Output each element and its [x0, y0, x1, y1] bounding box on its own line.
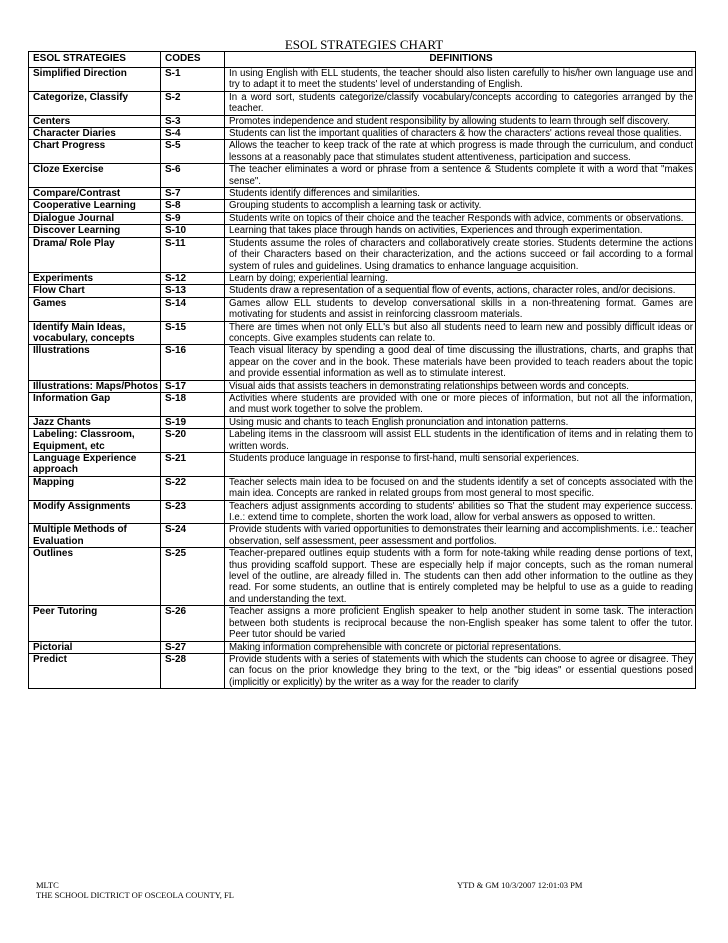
- code-cell: S-9: [161, 212, 225, 224]
- code-cell: S-28: [161, 653, 225, 688]
- definition-cell: Promotes independence and student responsibility by allowing students to learn through self discovery.: [225, 115, 696, 127]
- code-cell: S-22: [161, 476, 225, 500]
- code-cell: S-6: [161, 164, 225, 188]
- table-row: [29, 297, 696, 321]
- strategy-cell: Outlines: [29, 548, 161, 606]
- code-cell: S-2: [161, 91, 225, 115]
- strategy-cell: Centers: [29, 115, 161, 127]
- definition-cell: Visual aids that assists teachers in demonstrating relationships between words and concepts.: [225, 380, 696, 392]
- code-cell: S-19: [161, 416, 225, 428]
- table-row: [29, 476, 696, 500]
- definition-cell: Students identify differences and similarities.: [225, 188, 696, 200]
- table-row: [29, 653, 696, 688]
- header-strategies: ESOL STRATEGIES: [29, 52, 161, 68]
- strategy-cell: Jazz Chants: [29, 416, 161, 428]
- strategy-cell: Mapping: [29, 476, 161, 500]
- definition-cell: Students draw a representation of a sequential flow of events, actions, character roles, and/or decisions.: [225, 285, 696, 297]
- code-cell: S-3: [161, 115, 225, 127]
- table-row: [29, 500, 696, 524]
- strategy-cell: Information Gap: [29, 392, 161, 416]
- definition-cell: The teacher eliminates a word or phrase from a sentence & Students complete it with a word that "makes sense".: [225, 164, 696, 188]
- code-cell: S-27: [161, 641, 225, 653]
- table-row: [29, 188, 696, 200]
- code-cell: S-1: [161, 68, 225, 92]
- table-body: [29, 68, 696, 689]
- code-cell: S-20: [161, 429, 225, 453]
- definition-cell: Using music and chants to teach English pronunciation and intonation patterns.: [225, 416, 696, 428]
- code-cell: S-4: [161, 128, 225, 140]
- strategy-cell: Illustrations: Maps/Photos: [29, 380, 161, 392]
- table-row: [29, 164, 696, 188]
- footer-district: THE SCHOOL DICTRICT OF OSCEOLA COUNTY, FL: [36, 890, 234, 900]
- header-codes: CODES: [161, 52, 225, 68]
- page-title: ESOL STRATEGIES CHART: [284, 37, 444, 52]
- definition-cell: In using English with ELL students, the teacher should also listen carefully to his/her own language use and try to adapt it to meet the students' level of understanding of English.: [225, 68, 696, 92]
- strategy-cell: Multiple Methods of Evaluation: [29, 524, 161, 548]
- definition-cell: Provide students with varied opportunities to demonstrates their learning and accomplishments. i.e.: teacher observation, self assessment, peer assessment and portfolios.: [225, 524, 696, 548]
- definition-cell: Learning that takes place through hands on activities, Experiences and through experimentation.: [225, 225, 696, 237]
- code-cell: S-21: [161, 453, 225, 477]
- strategy-cell: Cloze Exercise: [29, 164, 161, 188]
- definition-cell: Games allow ELL students to develop conversational skills in a non-threatening format. Games are motivating for students and assist in reinforcing classroom materials.: [225, 297, 696, 321]
- code-cell: S-13: [161, 285, 225, 297]
- definition-cell: Students can list the important qualities of characters & how the characters' actions reveal those qualities.: [225, 128, 696, 140]
- definition-cell: Students write on topics of their choice and the teacher Responds with advice, comments or observations.: [225, 212, 696, 224]
- code-cell: S-12: [161, 272, 225, 284]
- table-row: [29, 128, 696, 140]
- table-row: [29, 140, 696, 164]
- table-row: [29, 524, 696, 548]
- code-cell: S-18: [161, 392, 225, 416]
- table-row: [29, 345, 696, 380]
- strategy-cell: Predict: [29, 653, 161, 688]
- strategy-cell: Language Experience approach: [29, 453, 161, 477]
- code-cell: S-7: [161, 188, 225, 200]
- code-cell: S-5: [161, 140, 225, 164]
- table-row: [29, 548, 696, 606]
- definition-cell: Grouping students to accomplish a learning task or activity.: [225, 200, 696, 212]
- table-row: [29, 429, 696, 453]
- footer-stamp: YTD & GM 10/3/2007 12:01:03 PM: [457, 880, 583, 890]
- definition-cell: Teach visual literacy by spending a good deal of time discussing the illustrations, charts, and graphs that appear on the cover and in the book. These materials have been provided to teach readers about the topic and provide essential information as well as to stimulate interest.: [225, 345, 696, 380]
- strategy-cell: Identify Main Ideas, vocabulary, concepts: [29, 321, 161, 345]
- table-row: [29, 285, 696, 297]
- strategy-cell: Experiments: [29, 272, 161, 284]
- code-cell: S-23: [161, 500, 225, 524]
- strategy-cell: Character Diaries: [29, 128, 161, 140]
- table-row: [29, 272, 696, 284]
- strategy-cell: Peer Tutoring: [29, 606, 161, 641]
- footer-left: [36, 880, 234, 900]
- strategy-cell: Categorize, Classify: [29, 91, 161, 115]
- table-row: [29, 416, 696, 428]
- table-row: [29, 641, 696, 653]
- definition-cell: Making information comprehensible with concrete or pictorial representations.: [225, 641, 696, 653]
- table-row: [29, 115, 696, 127]
- definition-cell: Students assume the roles of characters and collaboratively create stories. Students determine the actions of their Characters based on their characterization, and the actions succeed or fail according to a formal system of rules and guidelines. Using dramatics to enhance language acquisition.: [225, 237, 696, 272]
- definition-cell: In a word sort, students categorize/classify vocabulary/concepts according to categories arranged by the teacher.: [225, 91, 696, 115]
- table-row: [29, 212, 696, 224]
- strategy-cell: Simplified Direction: [29, 68, 161, 92]
- table-row: [29, 453, 696, 477]
- strategy-cell: Games: [29, 297, 161, 321]
- definition-cell: Labeling items in the classroom will assist ELL students in the identification of items and in relating them to written words.: [225, 429, 696, 453]
- strategy-cell: Discover Learning: [29, 225, 161, 237]
- strategy-cell: Modify Assignments: [29, 500, 161, 524]
- code-cell: S-14: [161, 297, 225, 321]
- definition-cell: Allows the teacher to keep track of the rate at which progress is made through the curriculum, and conduct lessons at a reasonably pace that stimulates student attentiveness, participation and success.: [225, 140, 696, 164]
- definition-cell: Teacher-prepared outlines equip students with a form for note-taking while reading dense portions of text, thus providing scaffold support. These are especially help if major concepts, such as the roman numeral level of the outline, are already filled in. The students can then add other information to the outline as they read. For some students, an outline that is entirely completed may be helpful to use as a guide to reading and understanding the text.: [225, 548, 696, 606]
- table-row: [29, 200, 696, 212]
- strategy-cell: Dialogue Journal: [29, 212, 161, 224]
- strategy-cell: Pictorial: [29, 641, 161, 653]
- definition-cell: Teacher selects main idea to be focused on and the students identify a set of concepts associated with the main idea. Concepts are ranked in related groups from most general to most specific.: [225, 476, 696, 500]
- definition-cell: Provide students with a series of statements with which the students can choose to agree or disagree. They can focus on the prior knowledge they bring to the text, or the "big ideas" or essential questions posed (implicitly or explicitly) by the writer as a way for the reader to clarify: [225, 653, 696, 688]
- table-header-row: [29, 52, 696, 68]
- strategy-cell: Illustrations: [29, 345, 161, 380]
- table-row: [29, 68, 696, 92]
- definition-cell: Activities where students are provided with one or more pieces of information, but not all the information, and must work together to solve the problem.: [225, 392, 696, 416]
- definition-cell: Teachers adjust assignments according to students' abilities so That the student may experience success. I.e.: extend time to complete, shorten the work load, allow for verbal answers as opposed to written.: [225, 500, 696, 524]
- table-row: [29, 91, 696, 115]
- code-cell: S-15: [161, 321, 225, 345]
- code-cell: S-11: [161, 237, 225, 272]
- strategy-cell: Flow Chart: [29, 285, 161, 297]
- definition-cell: There are times when not only ELL's but also all students need to learn new and possibly difficult ideas or concepts. Give examples students can relate to.: [225, 321, 696, 345]
- table-row: [29, 380, 696, 392]
- header-definitions: DEFINITIONS: [225, 52, 696, 68]
- strategy-cell: Drama/ Role Play: [29, 237, 161, 272]
- strategies-table: [28, 51, 696, 689]
- code-cell: S-16: [161, 345, 225, 380]
- definition-cell: Learn by doing; experiential learning.: [225, 272, 696, 284]
- definition-cell: Students produce language in response to first-hand, multi sensorial experiences.: [225, 453, 696, 477]
- table-row: [29, 392, 696, 416]
- footer-org: MLTC: [36, 880, 59, 890]
- table-row: [29, 321, 696, 345]
- strategy-cell: Compare/Contrast: [29, 188, 161, 200]
- code-cell: S-10: [161, 225, 225, 237]
- definition-cell: Teacher assigns a more proficient English speaker to help another student in some task. The interaction between both students is reciprocal because the non-English speaker has some talent to offer the tutor. Peer tutor should be varied: [225, 606, 696, 641]
- code-cell: S-25: [161, 548, 225, 606]
- code-cell: S-26: [161, 606, 225, 641]
- strategy-cell: Labeling: Classroom, Equipment, etc: [29, 429, 161, 453]
- strategy-cell: Cooperative Learning: [29, 200, 161, 212]
- strategy-cell: Chart Progress: [29, 140, 161, 164]
- table-row: [29, 237, 696, 272]
- table-row: [29, 225, 696, 237]
- table-row: [29, 606, 696, 641]
- code-cell: S-17: [161, 380, 225, 392]
- code-cell: S-24: [161, 524, 225, 548]
- code-cell: S-8: [161, 200, 225, 212]
